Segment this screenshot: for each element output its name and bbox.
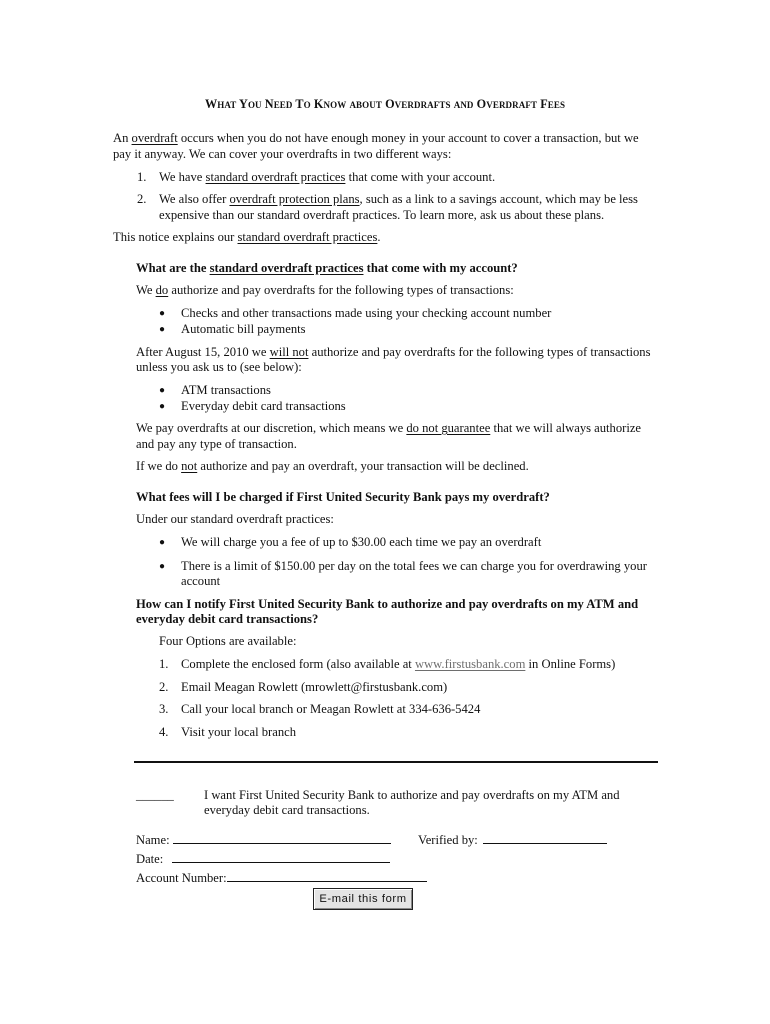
consent-blank[interactable]: ______	[136, 788, 174, 802]
do-item-2: Automatic bill payments	[181, 322, 306, 336]
name-field	[136, 832, 391, 848]
email-form-button[interactable]: E-mail this form	[313, 888, 413, 910]
way-2-number: 2.	[137, 192, 147, 206]
section-1-heading: What are the standard overdraft practices that come with my account?	[136, 261, 518, 275]
form-divider	[134, 761, 658, 763]
option-1-number: 1.	[159, 657, 169, 671]
will-not-item-2: Everyday debit card transactions	[181, 399, 346, 413]
option-2-text: Email Meagan Rowlett (mrowlett@firstusbank.com)	[181, 680, 448, 694]
date-input-line[interactable]	[172, 851, 390, 863]
intro-line-2: pay it anyway. We can cover your overdrafts in two different ways:	[113, 147, 452, 161]
section-2-intro: Under our standard overdraft practices:	[136, 512, 334, 526]
bullet-icon: ●	[159, 385, 166, 396]
options-intro: Four Options are available:	[159, 634, 297, 648]
fee-item-2-line-2: account	[181, 574, 221, 588]
consent-text: I want First United Security Bank to authorize and pay overdrafts on my ATM and	[204, 788, 620, 802]
date-label: Date:	[136, 852, 164, 866]
section-3-heading-line-2: everyday debit card transactions?	[136, 612, 319, 626]
discretion-text-line-2: and pay any type of transaction.	[136, 437, 297, 451]
section-3-heading: How can I notify First United Security Bank to authorize and pay overdrafts on my ATM and	[136, 597, 639, 611]
bullet-icon: ●	[159, 324, 166, 335]
bullet-icon: ●	[159, 308, 166, 319]
account-input-line[interactable]	[227, 870, 427, 882]
way-1-text: We have standard overdraft practices that come with your account.	[159, 170, 496, 184]
do-item-1: Checks and other transactions made using your checking account number	[181, 306, 552, 320]
way-1-number: 1.	[137, 170, 147, 184]
discretion-text: We pay overdrafts at our discretion, which means we do not guarantee that we will always authorize	[136, 421, 642, 435]
verified-field	[418, 832, 607, 848]
overdraft-term: overdraft	[131, 131, 178, 145]
way-2-text: We also offer overdraft protection plans, such as a link to a savings account, which may be less	[159, 192, 638, 206]
will-not-text-line-2: unless you ask us to (see below):	[136, 360, 302, 374]
verified-input-line[interactable]	[483, 832, 607, 844]
account-field	[136, 870, 427, 886]
option-3-text: Call your local branch or Meagan Rowlett at 334-636-5424	[181, 702, 481, 716]
fee-item-2: There is a limit of $150.00 per day on the total fees we can charge you for overdrawing your	[181, 559, 647, 573]
declined-text: If we do not authorize and pay an overdraft, your transaction will be declined.	[136, 459, 529, 473]
document-title: What You Need To Know about Overdrafts and Overdraft Fees	[204, 97, 566, 111]
fee-item-1: We will charge you a fee of up to $30.00 each time we pay an overdraft	[181, 535, 542, 549]
will-not-text: After August 15, 2010 we will not authorize and pay overdrafts for the following types of transactions	[136, 345, 651, 359]
option-4-text: Visit your local branch	[181, 725, 297, 739]
intro-line-1: An overdraft occurs when you do not have enough money in your account to cover a transaction, but we	[113, 131, 639, 145]
way-2-text-line-2: expensive than our standard overdraft practices. To learn more, ask us about these plans.	[159, 208, 605, 222]
notice-text: This notice explains our standard overdraft practices.	[113, 230, 381, 244]
will-not-item-1: ATM transactions	[181, 383, 271, 397]
bullet-icon: ●	[159, 561, 166, 572]
option-1-text: Complete the enclosed form (also available at www.firstusbank.com in Online Forms)	[181, 657, 616, 671]
consent-text-line-2: everyday debit card transactions.	[204, 803, 370, 817]
option-4-number: 4.	[159, 725, 169, 739]
name-input-line[interactable]	[173, 832, 391, 844]
option-2-number: 2.	[159, 680, 169, 694]
verified-label: Verified by:	[418, 833, 478, 847]
do-authorize-text: We do authorize and pay overdrafts for the following types of transactions:	[136, 283, 514, 297]
section-2-heading: What fees will I be charged if First United Security Bank pays my overdraft?	[136, 490, 550, 504]
option-3-number: 3.	[159, 702, 169, 716]
date-field	[136, 851, 390, 867]
bullet-icon: ●	[159, 401, 166, 412]
bullet-icon: ●	[159, 537, 166, 548]
website-link[interactable]: www.firstusbank.com	[414, 657, 526, 671]
name-label: Name:	[136, 833, 170, 847]
account-label: Account Number:	[136, 871, 227, 885]
